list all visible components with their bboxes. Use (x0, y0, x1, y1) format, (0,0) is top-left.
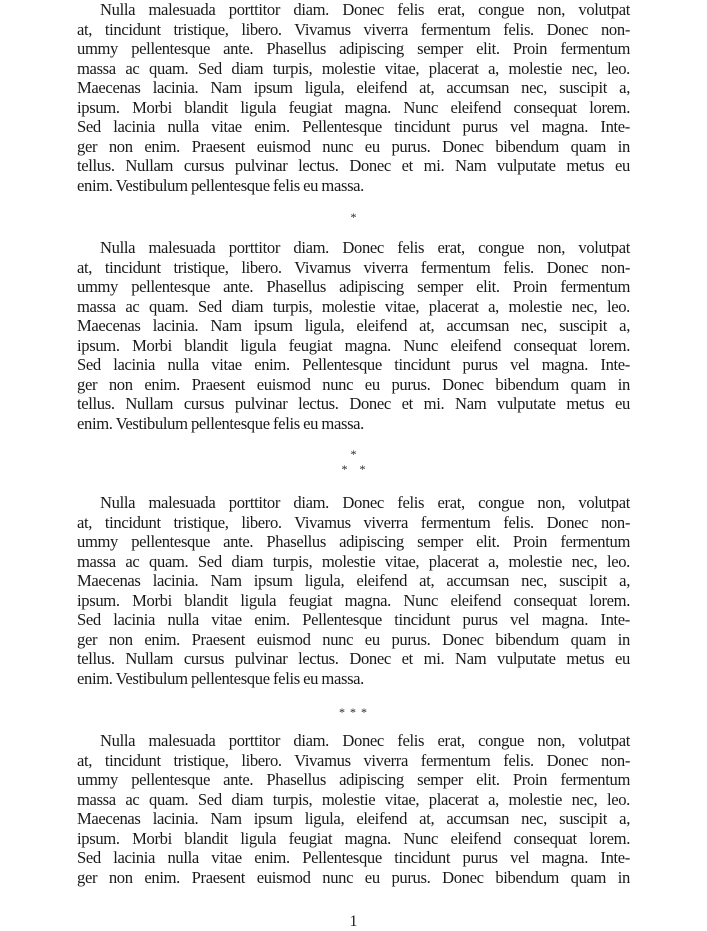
text-line: tellus. Nullam cursus pulvinar lectus. Donec et mi. Nam vulputate metus eu (77, 649, 630, 668)
text-line: ummy pellentesque ante. Phasellus adipiscing semper elit. Proin fermentum (77, 770, 630, 789)
text-line: Maecenas lacinia. Nam ipsum ligula, eleifend at, accumsan nec, suscipit a, (77, 316, 630, 335)
text-line: Nulla malesuada porttitor diam. Donec felis erat, congue non, volutpat (100, 731, 630, 750)
text-line: Nulla malesuada porttitor diam. Donec felis erat, congue non, volutpat (100, 0, 630, 19)
text-line: ipsum. Morbi blandit ligula feugiat magna. Nunc eleifend consequat lorem. (77, 828, 630, 848)
text-line: Sed lacinia nulla vitae enim. Pellentesque tincidunt purus vel magna. Inte- (77, 610, 630, 629)
text-line: Maecenas lacinia. Nam ipsum ligula, eleifend at, accumsan nec, suscipit a, (77, 78, 630, 97)
text-line: ger non enim. Praesent euismod nunc eu purus. Donec bibendum quam in (77, 867, 630, 887)
text-line: massa ac quam. Sed diam turpis, molestie vitae, placerat a, molestie nec, leo. (77, 58, 630, 78)
text-line: Sed lacinia nulla vitae enim. Pellentesque tincidunt purus vel magna. Inte- (77, 355, 630, 374)
paragraph-4 (77, 731, 630, 887)
text-line: massa ac quam. Sed diam turpis, molestie vitae, placerat a, molestie nec, leo. (77, 789, 630, 809)
paragraph-1 (77, 0, 630, 195)
section-separator-asterism-bottom: * * (341, 462, 366, 476)
text-line: ipsum. Morbi blandit ligula feugiat magna. Nunc eleifend consequat lorem. (77, 97, 630, 117)
text-line: ipsum. Morbi blandit ligula feugiat magna. Nunc eleifend consequat lorem. (77, 590, 630, 610)
text-line: Sed lacinia nulla vitae enim. Pellentesque tincidunt purus vel magna. Inte- (77, 848, 630, 867)
text-line: tellus. Nullam cursus pulvinar lectus. Donec et mi. Nam vulputate metus eu (77, 394, 630, 413)
paragraph-3 (77, 493, 630, 688)
text-line: massa ac quam. Sed diam turpis, molestie vitae, placerat a, molestie nec, leo. (77, 296, 630, 316)
paragraph-2 (77, 238, 630, 433)
text-line: Nulla malesuada porttitor diam. Donec felis erat, congue non, volutpat (100, 238, 630, 257)
section-separator-triple-asterisk: * * * (339, 705, 368, 719)
text-line: ummy pellentesque ante. Phasellus adipiscing semper elit. Proin fermentum (77, 532, 630, 551)
text-line: enim. Vestibulum pellentesque felis eu massa. (77, 413, 364, 433)
text-line: at, tincidunt tristique, libero. Vivamus viverra fermentum felis. Donec non- (77, 512, 630, 532)
text-line: ummy pellentesque ante. Phasellus adipiscing semper elit. Proin fermentum (77, 277, 630, 296)
text-line: massa ac quam. Sed diam turpis, molestie vitae, placerat a, molestie nec, leo. (77, 551, 630, 571)
text-line: Sed lacinia nulla vitae enim. Pellentesque tincidunt purus vel magna. Inte- (77, 117, 630, 136)
text-line: ger non enim. Praesent euismod nunc eu purus. Donec bibendum quam in (77, 629, 630, 649)
text-line: at, tincidunt tristique, libero. Vivamus viverra fermentum felis. Donec non- (77, 257, 630, 277)
text-line: ger non enim. Praesent euismod nunc eu purus. Donec bibendum quam in (77, 374, 630, 394)
text-line: enim. Vestibulum pellentesque felis eu massa. (77, 175, 364, 195)
text-line: ummy pellentesque ante. Phasellus adipiscing semper elit. Proin fermentum (77, 39, 630, 58)
text-line: Nulla malesuada porttitor diam. Donec felis erat, congue non, volutpat (100, 493, 630, 512)
text-line: Maecenas lacinia. Nam ipsum ligula, eleifend at, accumsan nec, suscipit a, (77, 809, 630, 828)
text-line: ger non enim. Praesent euismod nunc eu purus. Donec bibendum quam in (77, 136, 630, 156)
text-line: at, tincidunt tristique, libero. Vivamus viverra fermentum felis. Donec non- (77, 19, 630, 39)
page-number: 1 (349, 913, 358, 930)
text-line: ipsum. Morbi blandit ligula feugiat magna. Nunc eleifend consequat lorem. (77, 335, 630, 355)
text-line: tellus. Nullam cursus pulvinar lectus. Donec et mi. Nam vulputate metus eu (77, 156, 630, 175)
text-line: Maecenas lacinia. Nam ipsum ligula, eleifend at, accumsan nec, suscipit a, (77, 571, 630, 590)
text-line: at, tincidunt tristique, libero. Vivamus viverra fermentum felis. Donec non- (77, 750, 630, 770)
text-line: enim. Vestibulum pellentesque felis eu massa. (77, 668, 364, 688)
section-separator-asterism-top: * (350, 447, 357, 461)
section-separator-single-asterisk: * (350, 210, 357, 224)
